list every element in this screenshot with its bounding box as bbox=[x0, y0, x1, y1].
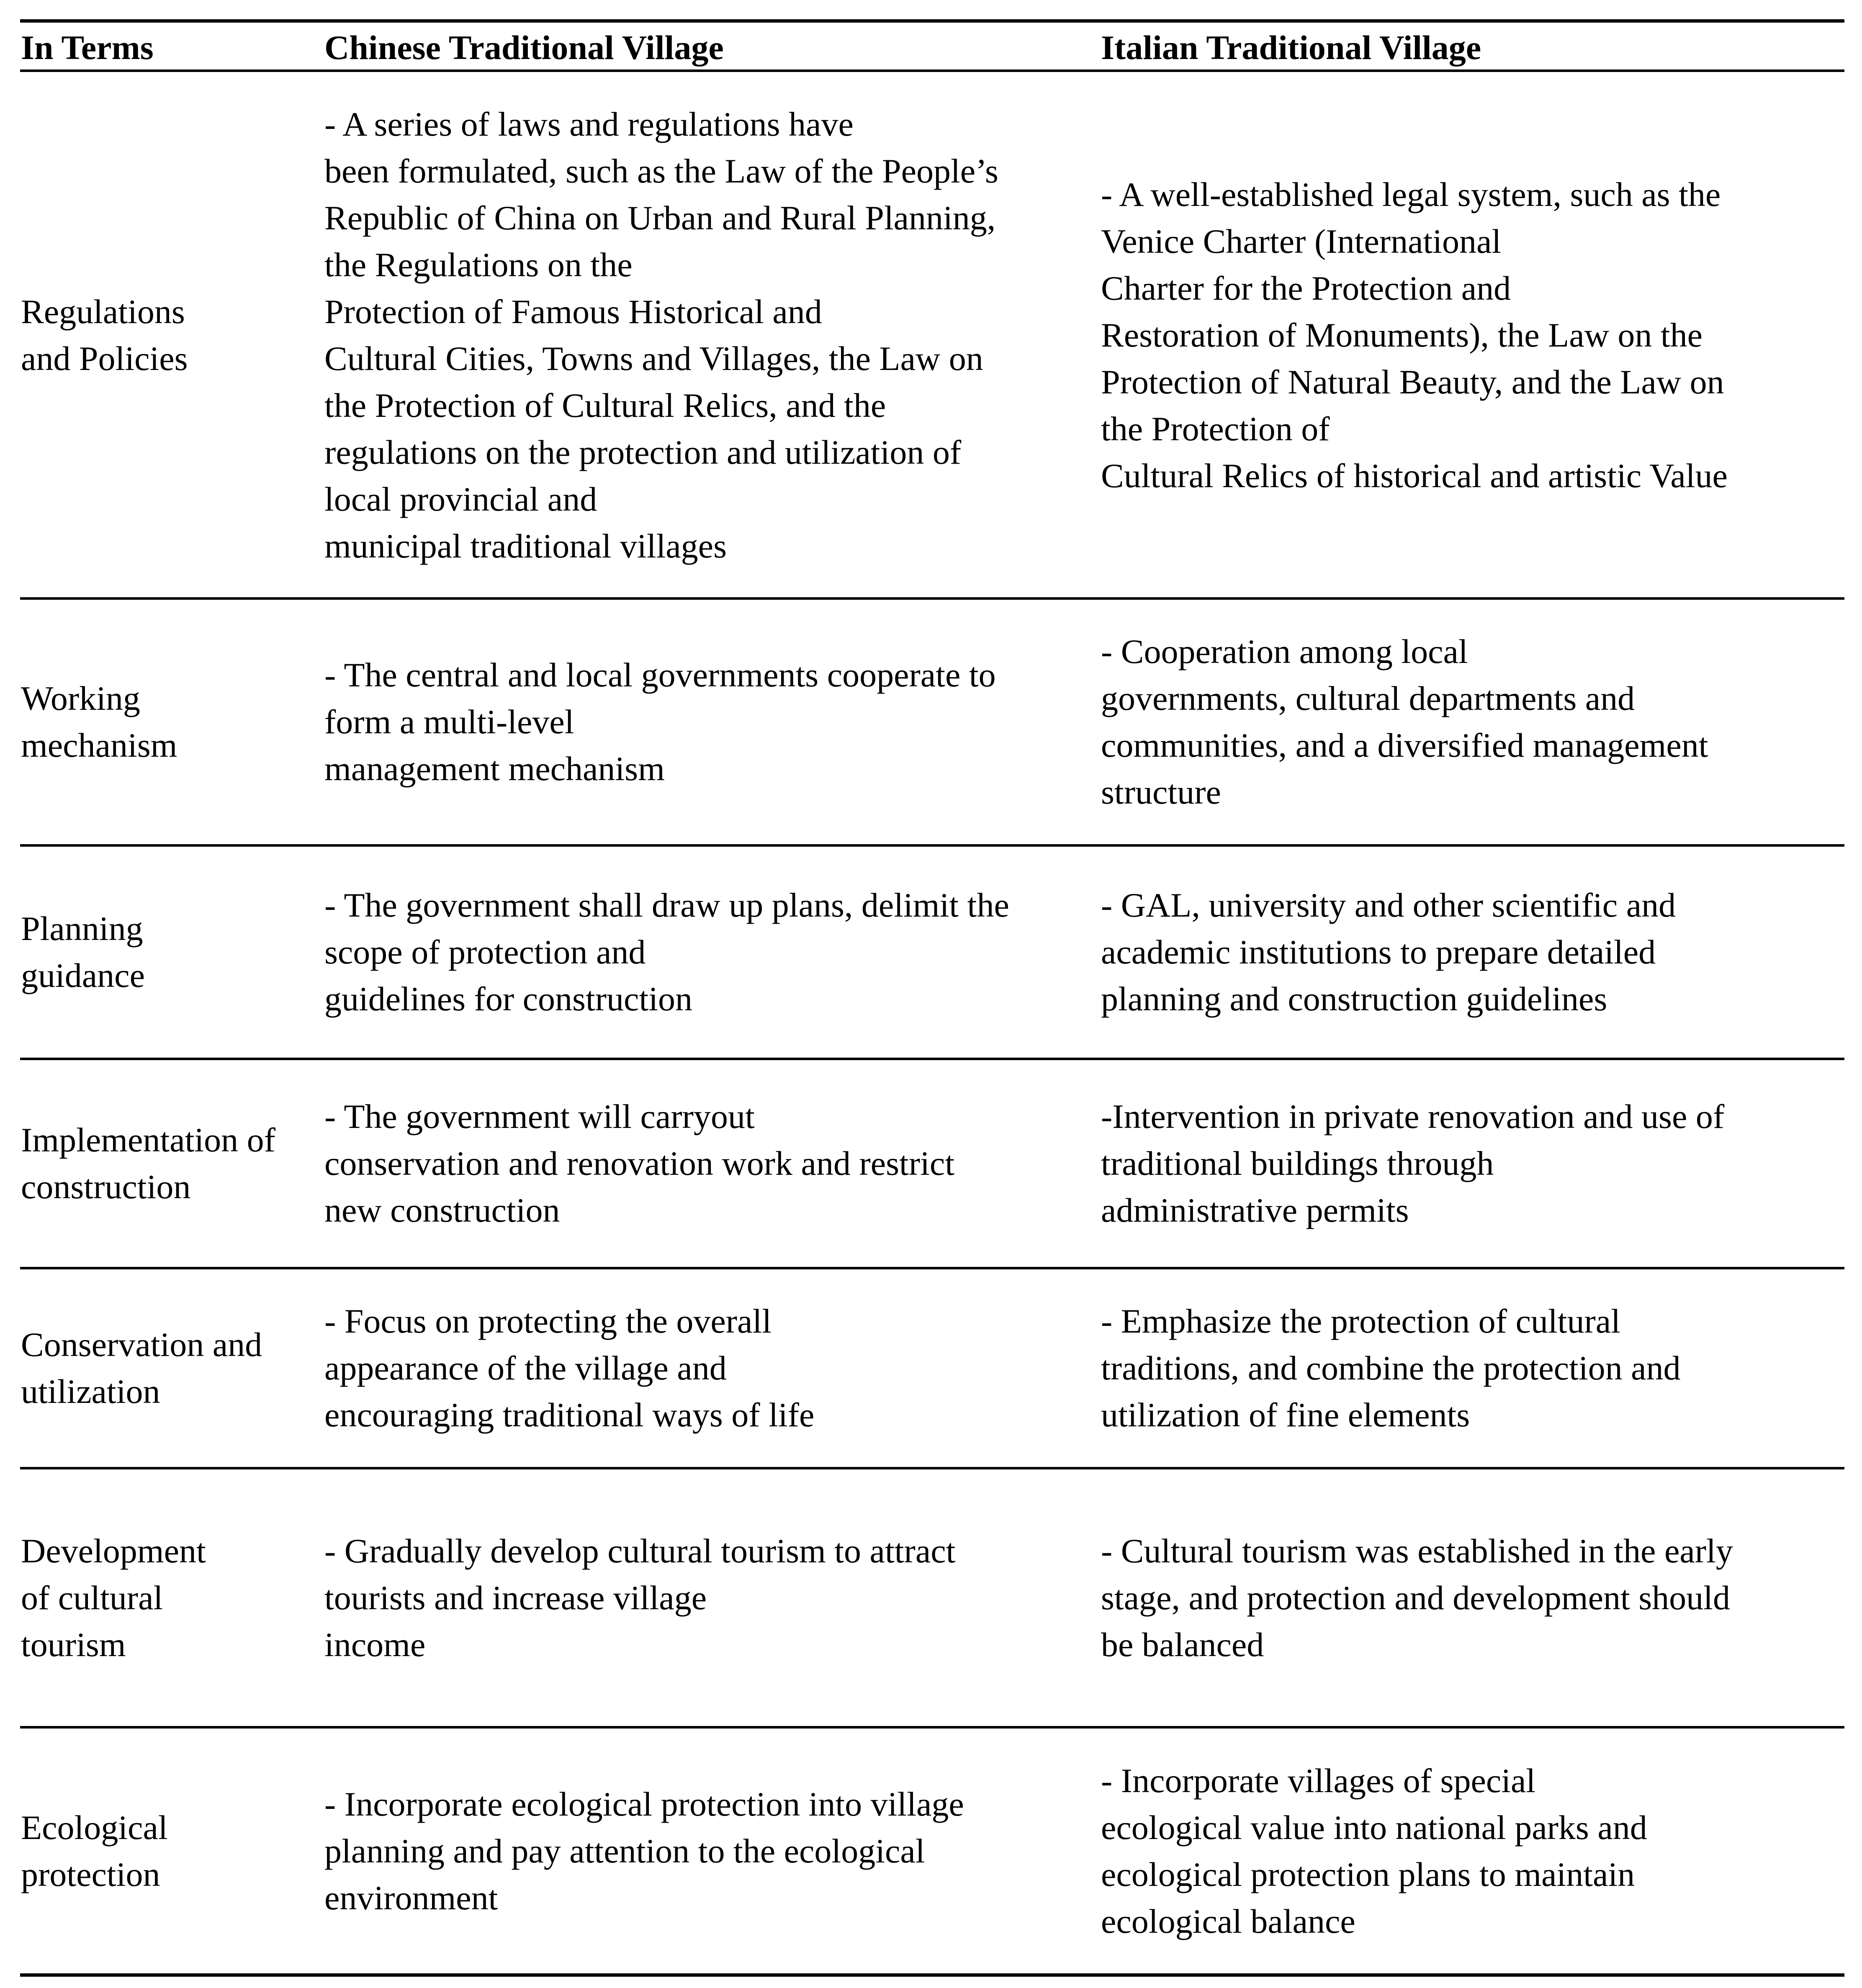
cell-line: Protection of Natural Beauty, and the Law on bbox=[1101, 363, 1724, 401]
cell-line: form a multi-level bbox=[324, 703, 574, 741]
cell-line: tourists and increase village bbox=[324, 1578, 707, 1617]
cell-line: - Incorporate ecological protection into village bbox=[324, 1785, 964, 1823]
cell-line: - The government will carryout bbox=[324, 1097, 755, 1135]
cell-line: - Cooperation among local bbox=[1101, 632, 1468, 670]
chinese-cell bbox=[324, 845, 1009, 1059]
cell-line: - Incorporate villages of special bbox=[1101, 1761, 1536, 1800]
cell-line: communities, and a diversified management bbox=[1101, 726, 1708, 764]
cell-line: Regulations bbox=[21, 293, 185, 331]
cell-line: income bbox=[324, 1625, 426, 1664]
cell-line: Venice Charter (International bbox=[1101, 222, 1502, 260]
chinese-cell bbox=[324, 72, 998, 598]
chinese-cell bbox=[324, 598, 996, 845]
cell-line: - Focus on protecting the overall bbox=[324, 1302, 772, 1340]
cell-line: utilization bbox=[21, 1372, 160, 1410]
cell-line: traditions, and combine the protection and bbox=[1101, 1349, 1681, 1387]
cell-line: stage, and protection and development should bbox=[1101, 1578, 1730, 1617]
cell-line: the Regulations on the bbox=[324, 246, 633, 284]
cell-line: encouraging traditional ways of life bbox=[324, 1396, 815, 1434]
cell-line: Protection of Famous Historical and bbox=[324, 293, 822, 331]
italian-cell bbox=[1101, 1059, 1724, 1268]
term-cell bbox=[21, 1268, 262, 1468]
cell-line: ecological value into national parks and bbox=[1101, 1808, 1647, 1847]
term-cell bbox=[21, 1468, 206, 1727]
cell-line: Implementation of bbox=[21, 1121, 275, 1159]
cell-line: academic institutions to prepare detailed bbox=[1101, 933, 1656, 971]
cell-line: Working bbox=[21, 679, 140, 717]
cell-line: new construction bbox=[324, 1191, 560, 1229]
cell-line: - Emphasize the protection of cultural bbox=[1101, 1302, 1620, 1340]
cell-line: - The central and local governments cooperate to bbox=[324, 656, 996, 694]
header-chinese-village: Chinese Traditional Village bbox=[324, 28, 724, 67]
italian-cell bbox=[1101, 72, 1728, 598]
cell-line: Restoration of Monuments), the Law on the bbox=[1101, 316, 1703, 354]
cell-line: scope of protection and bbox=[324, 933, 646, 971]
chinese-cell bbox=[324, 1727, 964, 1975]
cell-line: traditional buildings through bbox=[1101, 1144, 1494, 1182]
table-top-rule bbox=[20, 19, 1844, 23]
cell-line: planning and construction guidelines bbox=[1101, 980, 1607, 1018]
table-bottom-rule bbox=[20, 1973, 1844, 1977]
cell-line: Cultural Relics of historical and artistic Value bbox=[1101, 457, 1728, 495]
cell-line: Development bbox=[21, 1531, 206, 1570]
cell-line: regulations on the protection and utilization of bbox=[324, 433, 962, 471]
cell-line: - A series of laws and regulations have bbox=[324, 105, 854, 143]
term-cell bbox=[21, 598, 177, 845]
term-cell bbox=[21, 1059, 275, 1268]
cell-line: - The government shall draw up plans, delimit the bbox=[324, 886, 1009, 924]
chinese-cell bbox=[324, 1468, 955, 1727]
cell-line: the Protection of bbox=[1101, 410, 1330, 448]
cell-line: - A well-established legal system, such as the bbox=[1101, 175, 1721, 213]
cell-line: construction bbox=[21, 1168, 191, 1206]
cell-line: Ecological bbox=[21, 1808, 168, 1847]
cell-line: - GAL, university and other scientific and bbox=[1101, 886, 1676, 924]
cell-line: utilization of fine elements bbox=[1101, 1396, 1470, 1434]
cell-line: the Protection of Cultural Relics, and the bbox=[324, 386, 886, 424]
cell-line: of cultural bbox=[21, 1578, 163, 1617]
cell-line: mechanism bbox=[21, 726, 177, 764]
chinese-cell bbox=[324, 1059, 954, 1268]
header-italian-village: Italian Traditional Village bbox=[1101, 28, 1481, 67]
italian-cell bbox=[1101, 598, 1708, 845]
cell-line: Conservation and bbox=[21, 1325, 262, 1364]
term-cell bbox=[21, 845, 145, 1059]
cell-line: ecological balance bbox=[1101, 1902, 1355, 1940]
cell-line: environment bbox=[324, 1878, 498, 1917]
italian-cell bbox=[1101, 845, 1676, 1059]
cell-line: ecological protection plans to maintain bbox=[1101, 1855, 1635, 1893]
cell-line: and Policies bbox=[21, 339, 188, 378]
cell-line: tourism bbox=[21, 1625, 126, 1664]
cell-line: local provincial and bbox=[324, 480, 597, 518]
cell-line: municipal traditional villages bbox=[324, 527, 727, 565]
cell-line: management mechanism bbox=[324, 750, 665, 788]
cell-line: administrative permits bbox=[1101, 1191, 1409, 1229]
italian-cell bbox=[1101, 1268, 1681, 1468]
cell-line: -Intervention in private renovation and use of bbox=[1101, 1097, 1725, 1135]
cell-line: - Cultural tourism was established in the early bbox=[1101, 1531, 1733, 1570]
term-cell bbox=[21, 1727, 168, 1975]
cell-line: structure bbox=[1101, 773, 1221, 811]
italian-cell bbox=[1101, 1727, 1647, 1975]
cell-line: - Gradually develop cultural tourism to attract bbox=[324, 1531, 956, 1570]
cell-line: conservation and renovation work and restrict bbox=[324, 1144, 955, 1182]
cell-line: planning and pay attention to the ecological bbox=[324, 1831, 925, 1870]
cell-line: guidelines for construction bbox=[324, 980, 693, 1018]
cell-line: be balanced bbox=[1101, 1625, 1264, 1664]
cell-line: guidance bbox=[21, 956, 145, 994]
cell-line: protection bbox=[21, 1855, 160, 1893]
cell-line: Republic of China on Urban and Rural Planning, bbox=[324, 199, 996, 237]
cell-line: appearance of the village and bbox=[324, 1349, 727, 1387]
cell-line: Charter for the Protection and bbox=[1101, 269, 1511, 307]
cell-line: Cultural Cities, Towns and Villages, the Law on bbox=[324, 339, 983, 378]
italian-cell bbox=[1101, 1468, 1733, 1727]
chinese-cell bbox=[324, 1268, 814, 1468]
header-in-terms: In Terms bbox=[21, 28, 154, 67]
cell-line: been formulated, such as the Law of the People’s bbox=[324, 152, 998, 190]
cell-line: governments, cultural departments and bbox=[1101, 679, 1635, 717]
cell-line: Planning bbox=[21, 909, 143, 948]
term-cell bbox=[21, 72, 188, 598]
